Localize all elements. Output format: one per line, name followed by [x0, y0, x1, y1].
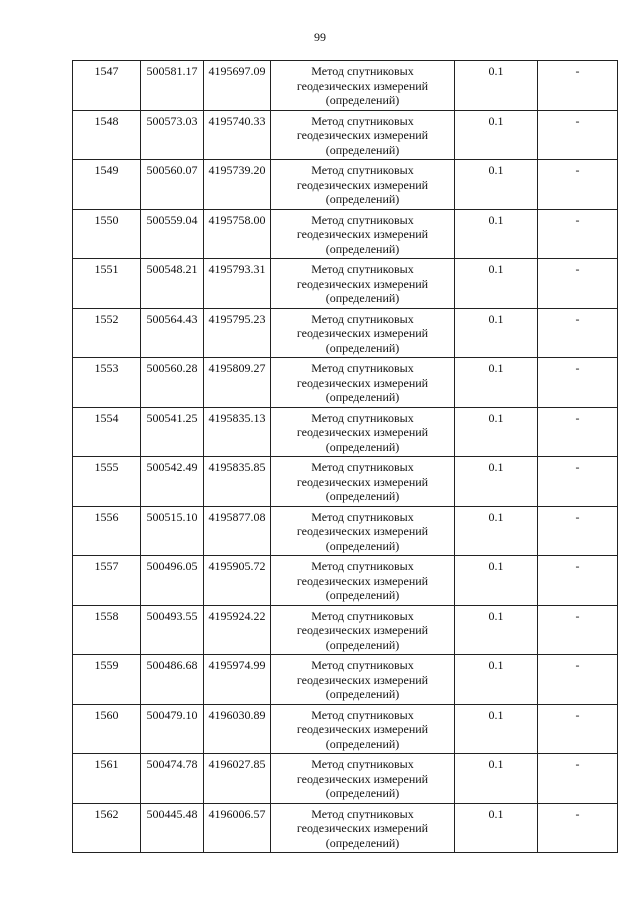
table-row [73, 803, 618, 853]
table-row [73, 754, 618, 804]
x-coordinate-cell: 500564.43 [141, 308, 204, 358]
y-coordinate-cell: 4195793.31 [204, 259, 271, 309]
note-cell: - [538, 704, 618, 754]
x-coordinate-cell: 500515.10 [141, 506, 204, 556]
note-cell: - [538, 110, 618, 160]
accuracy-cell: 0.1 [455, 209, 538, 259]
x-coordinate-cell: 500542.49 [141, 457, 204, 507]
accuracy-cell: 0.1 [455, 754, 538, 804]
note-cell: - [538, 506, 618, 556]
method-cell: Метод спутниковых геодезических измерений (определений) [271, 308, 455, 358]
table-row [73, 61, 618, 111]
accuracy-cell: 0.1 [455, 407, 538, 457]
note-cell: - [538, 457, 618, 507]
note-cell: - [538, 655, 618, 705]
point-number-cell: 1555 [73, 457, 141, 507]
method-cell: Метод спутниковых геодезических измерений (определений) [271, 209, 455, 259]
accuracy-cell: 0.1 [455, 655, 538, 705]
note-cell: - [538, 308, 618, 358]
table-row [73, 457, 618, 507]
coordinates-table [72, 60, 618, 853]
x-coordinate-cell: 500479.10 [141, 704, 204, 754]
method-cell: Метод спутниковых геодезических измерений (определений) [271, 259, 455, 309]
note-cell: - [538, 160, 618, 210]
note-cell: - [538, 61, 618, 111]
method-cell: Метод спутниковых геодезических измерений (определений) [271, 358, 455, 408]
note-cell: - [538, 754, 618, 804]
method-cell: Метод спутниковых геодезических измерений (определений) [271, 803, 455, 853]
point-number-cell: 1562 [73, 803, 141, 853]
method-cell: Метод спутниковых геодезических измерений (определений) [271, 754, 455, 804]
x-coordinate-cell: 500496.05 [141, 556, 204, 606]
accuracy-cell: 0.1 [455, 110, 538, 160]
x-coordinate-cell: 500548.21 [141, 259, 204, 309]
method-cell: Метод спутниковых геодезических измерений (определений) [271, 506, 455, 556]
accuracy-cell: 0.1 [455, 160, 538, 210]
accuracy-cell: 0.1 [455, 704, 538, 754]
note-cell: - [538, 803, 618, 853]
table-row [73, 655, 618, 705]
accuracy-cell: 0.1 [455, 506, 538, 556]
table-row [73, 605, 618, 655]
y-coordinate-cell: 4196006.57 [204, 803, 271, 853]
method-cell: Метод спутниковых геодезических измерений (определений) [271, 61, 455, 111]
y-coordinate-cell: 4195809.27 [204, 358, 271, 408]
x-coordinate-cell: 500559.04 [141, 209, 204, 259]
table-row [73, 506, 618, 556]
y-coordinate-cell: 4196027.85 [204, 754, 271, 804]
point-number-cell: 1556 [73, 506, 141, 556]
x-coordinate-cell: 500493.55 [141, 605, 204, 655]
y-coordinate-cell: 4195739.20 [204, 160, 271, 210]
y-coordinate-cell: 4195835.85 [204, 457, 271, 507]
accuracy-cell: 0.1 [455, 803, 538, 853]
point-number-cell: 1552 [73, 308, 141, 358]
y-coordinate-cell: 4195697.09 [204, 61, 271, 111]
point-number-cell: 1561 [73, 754, 141, 804]
accuracy-cell: 0.1 [455, 457, 538, 507]
y-coordinate-cell: 4195758.00 [204, 209, 271, 259]
table-row [73, 556, 618, 606]
x-coordinate-cell: 500474.78 [141, 754, 204, 804]
method-cell: Метод спутниковых геодезических измерений (определений) [271, 605, 455, 655]
y-coordinate-cell: 4195877.08 [204, 506, 271, 556]
y-coordinate-cell: 4195740.33 [204, 110, 271, 160]
method-cell: Метод спутниковых геодезических измерений (определений) [271, 160, 455, 210]
point-number-cell: 1560 [73, 704, 141, 754]
y-coordinate-cell: 4196030.89 [204, 704, 271, 754]
method-cell: Метод спутниковых геодезических измерений (определений) [271, 655, 455, 705]
table-row [73, 407, 618, 457]
x-coordinate-cell: 500573.03 [141, 110, 204, 160]
x-coordinate-cell: 500560.07 [141, 160, 204, 210]
note-cell: - [538, 407, 618, 457]
y-coordinate-cell: 4195974.99 [204, 655, 271, 705]
method-cell: Метод спутниковых геодезических измерений (определений) [271, 457, 455, 507]
point-number-cell: 1559 [73, 655, 141, 705]
accuracy-cell: 0.1 [455, 556, 538, 606]
x-coordinate-cell: 500560.28 [141, 358, 204, 408]
point-number-cell: 1553 [73, 358, 141, 408]
table-row [73, 160, 618, 210]
table-row [73, 209, 618, 259]
method-cell: Метод спутниковых геодезических измерений (определений) [271, 110, 455, 160]
method-cell: Метод спутниковых геодезических измерений (определений) [271, 556, 455, 606]
y-coordinate-cell: 4195835.13 [204, 407, 271, 457]
x-coordinate-cell: 500581.17 [141, 61, 204, 111]
point-number-cell: 1549 [73, 160, 141, 210]
accuracy-cell: 0.1 [455, 61, 538, 111]
x-coordinate-cell: 500541.25 [141, 407, 204, 457]
method-cell: Метод спутниковых геодезических измерений (определений) [271, 704, 455, 754]
x-coordinate-cell: 500486.68 [141, 655, 204, 705]
y-coordinate-cell: 4195924.22 [204, 605, 271, 655]
point-number-cell: 1558 [73, 605, 141, 655]
point-number-cell: 1547 [73, 61, 141, 111]
point-number-cell: 1551 [73, 259, 141, 309]
note-cell: - [538, 556, 618, 606]
table-row [73, 259, 618, 309]
point-number-cell: 1548 [73, 110, 141, 160]
accuracy-cell: 0.1 [455, 259, 538, 309]
note-cell: - [538, 259, 618, 309]
note-cell: - [538, 209, 618, 259]
accuracy-cell: 0.1 [455, 358, 538, 408]
table-row [73, 704, 618, 754]
point-number-cell: 1557 [73, 556, 141, 606]
coordinates-table-body [73, 61, 618, 853]
table-row [73, 308, 618, 358]
accuracy-cell: 0.1 [455, 605, 538, 655]
point-number-cell: 1550 [73, 209, 141, 259]
table-row [73, 110, 618, 160]
y-coordinate-cell: 4195795.23 [204, 308, 271, 358]
method-cell: Метод спутниковых геодезических измерений (определений) [271, 407, 455, 457]
page-number: 99 [314, 30, 326, 44]
point-number-cell: 1554 [73, 407, 141, 457]
note-cell: - [538, 605, 618, 655]
note-cell: - [538, 358, 618, 408]
table-row [73, 358, 618, 408]
y-coordinate-cell: 4195905.72 [204, 556, 271, 606]
accuracy-cell: 0.1 [455, 308, 538, 358]
x-coordinate-cell: 500445.48 [141, 803, 204, 853]
